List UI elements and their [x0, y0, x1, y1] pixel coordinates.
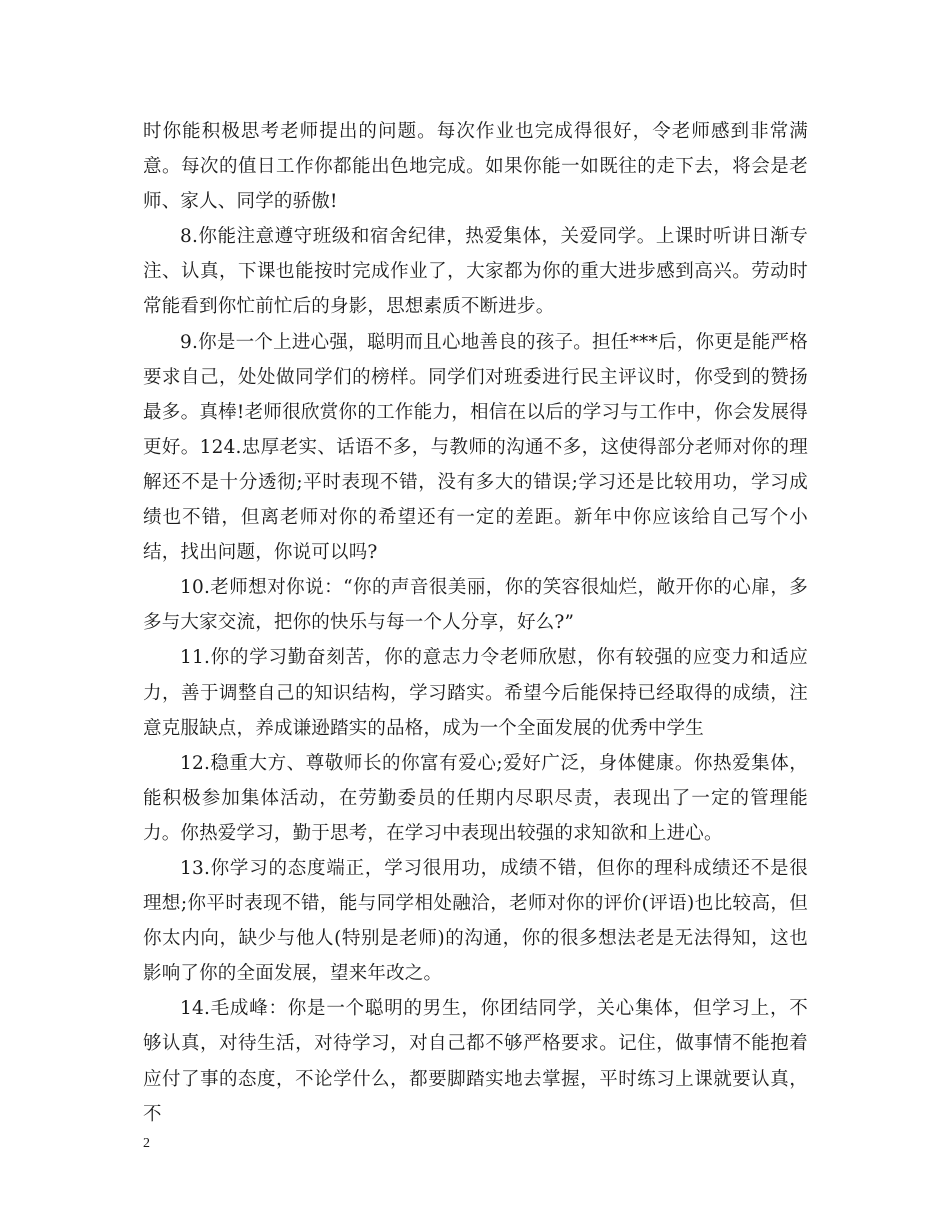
paragraph-comment-9: 9.你是一个上进心强，聪明而且心地善良的孩子。担任***后，你更是能严格要求自己，处处做同学们的榜样。同学们对班委进行民主评议时，你受到的赞扬最多。真棒!老师很欣赏你的工作能力，相信在以后的学习与工作中，你会发展得更好。124.忠厚老实、话语不多，与教师的沟通不多，这使得部分老师对你的理解还不是十分透彻;平时表现不错，没有多大的错误;学习还是比较用功，学习成绩也不错，但离老师对你的希望还有一定的差距。新年中你应该给自己写个小结，找出问题，你说可以吗? [143, 331, 808, 564]
page-number: 2 [143, 1136, 150, 1151]
paragraph-continuation: 时你能积极思考老师提出的问题。每次作业也完成得很好，令老师感到非常满意。每次的值日工作你都能出色地完成。如果你能一如既往的走下去，将会是老师、家人、同学的骄傲! [143, 121, 808, 213]
paragraph-comment-14: 14.毛成峰：你是一个聪明的男生，你团结同学，关心集体，但学习上，不够认真，对待生活，对待学习，对自己都不够严格要求。记住，做事情不能抱着应付了事的态度，不论学什么，都要脚踏实地去掌握，平时练习上课就要认真，不 [143, 998, 808, 1125]
paragraph-comment-8: 8.你能注意遵守班级和宿舍纪律，热爱集体，关爱同学。上课时听讲日渐专注、认真，下课也能按时完成作业了，大家都为你的重大进步感到高兴。劳动时常能看到你忙前忙后的身影，思想素质不断进步。 [143, 226, 808, 318]
document-body [143, 114, 808, 1132]
paragraph-comment-10: 10.老师想对你说：“你的声音很美丽，你的笑容很灿烂，敞开你的心扉，多多与大家交流，把你的快乐与每一个人分享，好么?” [143, 577, 808, 634]
paragraph-comment-11: 11.你的学习勤奋刻苦，你的意志力令老师欣慰，你有较强的应变力和适应力，善于调整自己的知识结构，学习踏实。希望今后能保持已经取得的成绩，注意克服缺点，养成谦逊踏实的品格，成为一个全面发展的优秀中学生 [143, 647, 808, 739]
paragraph-comment-12: 12.稳重大方、尊敬师长的你富有爱心;爱好广泛，身体健康。你热爱集体，能积极参加集体活动，在劳勤委员的任期内尽职尽责，表现出了一定的管理能力。你热爱学习，勤于思考，在学习中表现出较强的求知欲和上进心。 [143, 752, 808, 844]
paragraph-comment-13: 13.你学习的态度端正，学习很用功，成绩不错，但你的理科成绩还不是很理想;你平时表现不错，能与同学相处融洽，老师对你的评价(评语)也比较高，但你太内向，缺少与他人(特别是老师)的沟通，你的很多想法老是无法得知，这也影响了你的全面发展，望来年改之。 [143, 857, 808, 985]
